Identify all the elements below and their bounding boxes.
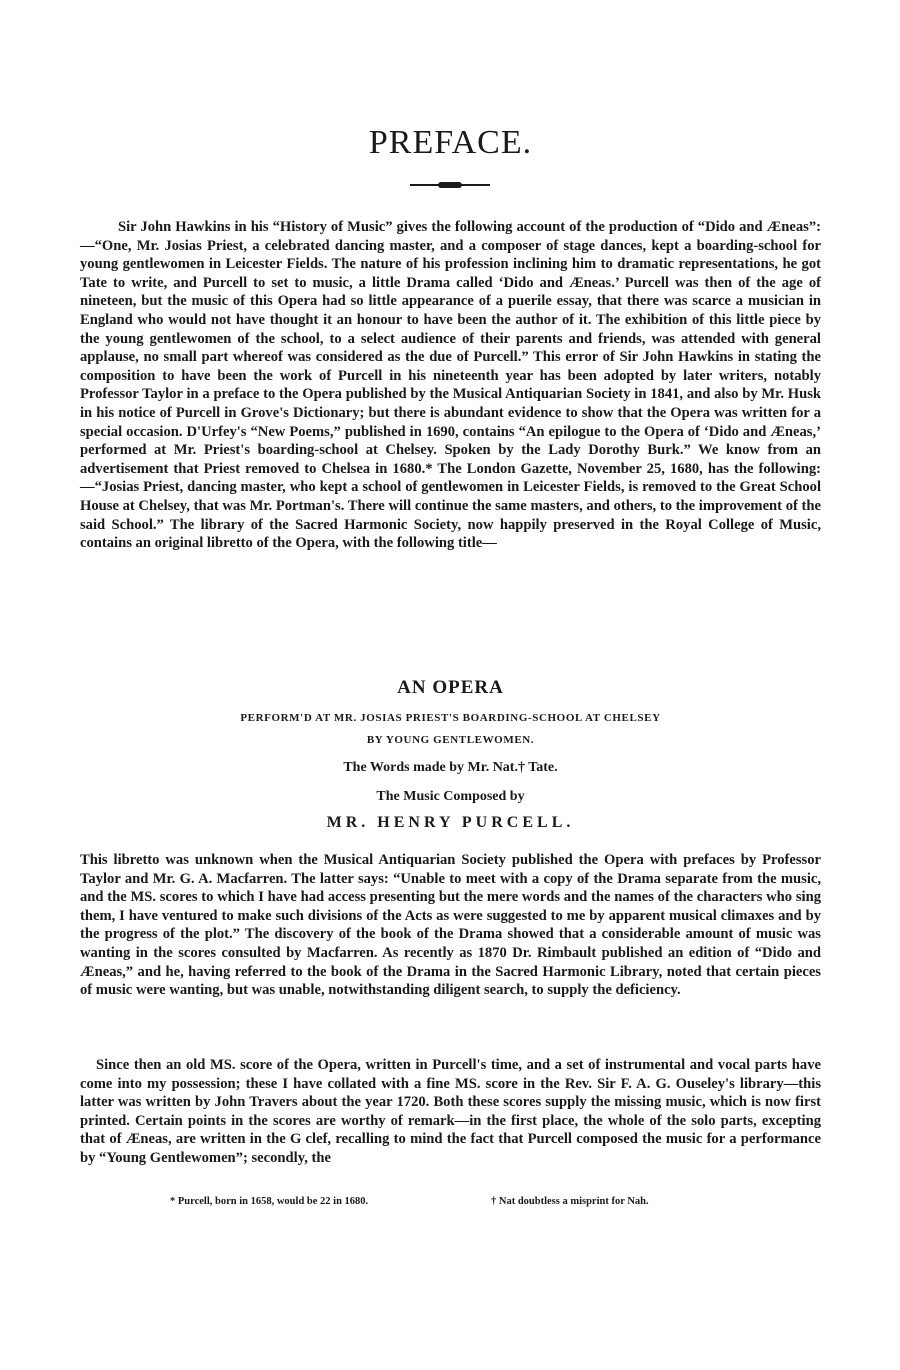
ornamental-rule	[410, 184, 490, 186]
opera-words-credit: The Words made by Mr. Nat.† Tate.	[343, 760, 558, 775]
opera-music-credit: The Music Composed by	[376, 789, 525, 804]
opera-subtitle-1: PERFORM'D AT MR. JOSIAS PRIEST'S BOARDING-SCHOOL AT CHELSEY	[240, 712, 661, 724]
document-page	[80, 0, 821, 1370]
preface-paragraph-3: Since then an old MS. score of the Opera, written in Purcell's time, and a set of instrumental and vocal parts have come into my possession; these I have collated with a fine MS. score in the Rev. Sir F. A. G. Ouseley's library—this latter was written by John Travers about the year 1720. Both these scores supply the missing music, which is now first printed. Certain points in the scores are worthy of remark—in the first place, the whole of the solo parts, excepting that of Æneas, are written in the G clef, recalling to mind the fact that Purcell composed the music for a performance by “Young Gentlewomen”; secondly, the	[80, 1057, 821, 1166]
opera-composer: MR. HENRY PURCELL.	[326, 814, 575, 831]
preface-paragraph-1: Sir John Hawkins in his “History of Music” gives the following account of the production of “Dido and Æneas”:—“One, Mr. Josias Priest, a celebrated dancing master, and a composer of stage dances, kept a boarding-school for young gentlewomen in Leicester Fields. The nature of his profession inclining him to dramatic representations, he got Tate to write, and Purcell to set to music, a little Drama called ‘Dido and Æneas.’ Purcell was then of the age of nineteen, but the music of this Opera had so little appearance of a puerile essay, that there was scarce a musician in England who would not have thought it an honour to have been the author of it. The exhibition of this little piece by the young gentlewomen of the school, to a select audience of their parents and friends, was attended with general applause, no small part whereof was considered as the due of Purcell.” This error of Sir John Hawkins in stating the composition to have been the work of Purcell in his nineteenth year has been adopted by later writers, notably Professor Taylor in a preface to the Opera published by the Musical Antiquarian Society in 1841, and also by Mr. Husk in his notice of Purcell in Grove's Dictionary; but there is abundant evidence to show that the Opera was written for a special occasion. D'Urfey's “New Poems,” published in 1690, contains “An epilogue to the Opera of ‘Dido and Æneas,’ performed at Mr. Priest's boarding-school at Chelsey. Spoken by the Lady Dorothy Burk.” We know from an advertisement that Priest removed to Chelsea in 1680.* The London Gazette, November 25, 1680, has the following:—“Josias Priest, dancing master, who kept a school of gentlewomen in Leicester Fields, is removed to the Great School House at Chelsey, that was Mr. Portman's. There will continue the same masters, and others, to the improvement of the said School.” The library of the Sacred Harmonic Society, now happily preserved in the Royal College of Music, contains an original libretto of the Opera, with the following title—	[80, 219, 821, 552]
opera-subtitle-2: BY YOUNG GENTLEWOMEN.	[366, 734, 535, 746]
opera-title: AN OPERA	[397, 677, 504, 698]
preface-paragraph-2: This libretto was unknown when the Musical Antiquarian Society published the Opera with prefaces by Professor Taylor and Mr. G. A. Macfarren. The latter says: “Unable to meet with a copy of the Drama separate from the music, and the MS. scores to which I have had access presenting but the mere words and the names of the characters who sing them, I have ventured to make such divisions of the Acts as were suggested to me by apparent musical climaxes and by the progress of the plot.” The discovery of the book of the Drama showed that a considerable amount of music was wanting in the scores consulted by Macfarren. As recently as 1870 Dr. Rimbault published an edition of “Dido and Æneas,” and he, having referred to the book of the Drama in the Sacred Harmonic Library, noted that certain pieces of music were wanting, but was unable, notwithstanding diligent search, to supply the deficiency.	[80, 852, 821, 999]
page-title: PREFACE.	[368, 124, 533, 161]
footnote-1: * Purcell, born in 1658, would be 22 in 1680.	[170, 1196, 369, 1207]
footnote-2: † Nat doubtless a misprint for Nah.	[491, 1196, 649, 1207]
